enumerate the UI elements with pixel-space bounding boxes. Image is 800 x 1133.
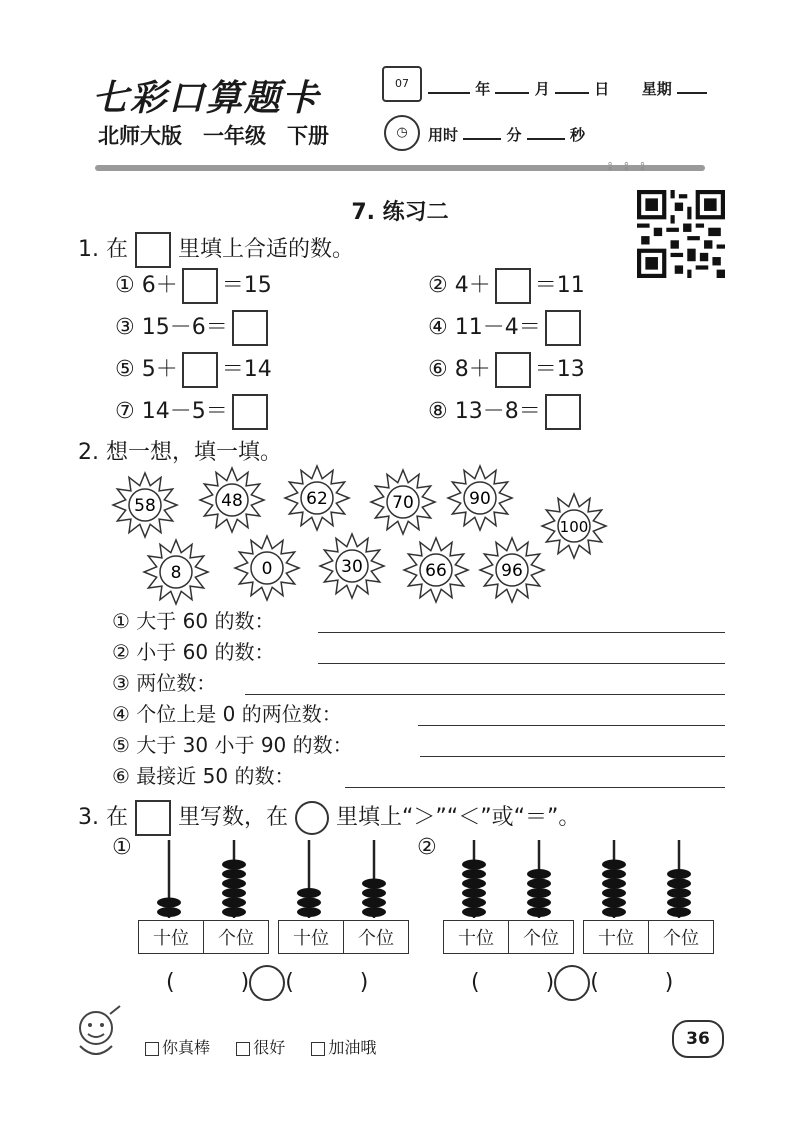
open-paren: ( [285, 970, 294, 995]
ones-label: 个位 [344, 921, 409, 954]
weekday-label: 星期 [641, 80, 672, 98]
answer-box[interactable] [495, 268, 531, 304]
abacus-bead [362, 898, 386, 908]
q2-item: ⑤ 大于 30 小于 90 的数： [112, 733, 353, 757]
close-paren: ) [359, 970, 369, 995]
compare-circle[interactable] [249, 965, 285, 1001]
sun-value: 90 [469, 489, 491, 509]
abacus-bead [157, 907, 181, 917]
sun-value: 66 [425, 561, 447, 581]
sun-numbers [100, 460, 620, 610]
q1-equation: ⑤ 5＋ ＝14 [115, 352, 272, 388]
answer-line[interactable] [318, 662, 725, 664]
tens-label: 十位 [444, 921, 509, 954]
q3-answer-row [166, 965, 368, 1001]
abacus-bead [362, 879, 386, 889]
answer-line[interactable] [420, 755, 725, 757]
abacus-bead [362, 888, 386, 898]
q3-group-label: ② [417, 835, 437, 860]
sun-value: 96 [501, 561, 523, 581]
q1-equation: ③ 15－6＝ [115, 310, 272, 346]
minutes-blank[interactable] [463, 124, 501, 140]
abacus-bead [222, 869, 246, 879]
sun-number [542, 494, 606, 558]
abacus-bead [602, 888, 626, 898]
tens-label: 十位 [279, 921, 344, 954]
place-value-table [278, 920, 409, 954]
binding-marks: ⦂⦂⦂ [608, 158, 657, 174]
brand-title: 七彩口算题卡 [92, 77, 321, 119]
abacus-bead [462, 907, 486, 917]
abacus-bead [667, 888, 691, 898]
abacus-bead [527, 898, 551, 908]
abacus-bead [157, 898, 181, 908]
rating-checkbox-1[interactable] [145, 1042, 159, 1056]
q1-equation: ⑧ 13－8＝ [428, 394, 585, 430]
month-blank[interactable] [495, 78, 529, 94]
q1-equation: ① 6＋ ＝15 [115, 268, 272, 304]
sun-number [448, 466, 512, 530]
sun-value: 30 [341, 557, 363, 577]
close-paren: ) [545, 970, 555, 995]
mascot-illustration [66, 1002, 128, 1064]
abacus-rods [278, 836, 408, 921]
sun-value: 48 [221, 491, 243, 511]
abacus-bead [602, 869, 626, 879]
compare-circle[interactable] [554, 965, 590, 1001]
answer-box[interactable] [545, 394, 581, 430]
q2-item: ② 小于 60 的数： [112, 640, 275, 664]
abacus-rods [443, 836, 573, 921]
place-value-table [138, 920, 269, 954]
abacus-bead [222, 888, 246, 898]
sun-number [480, 538, 544, 602]
abacus-bead [527, 907, 551, 917]
abacus-bead [222, 879, 246, 889]
abacus-rods [138, 836, 268, 921]
place-value-table [583, 920, 714, 954]
sun-number [200, 468, 264, 532]
day-blank[interactable] [555, 78, 589, 94]
close-paren: ) [240, 970, 250, 995]
q3-prompt: 3. 在 里写数，在 里填上“＞”“＜”或“＝”。 [78, 800, 580, 836]
year-blank[interactable] [428, 78, 470, 94]
abacus-bead [667, 869, 691, 879]
ones-label: 个位 [204, 921, 269, 954]
ones-label: 个位 [509, 921, 574, 954]
q1-equation: ⑥ 8＋ ＝13 [428, 352, 585, 388]
abacus-rods [583, 836, 713, 921]
q1-equation: ⑦ 14－5＝ [115, 394, 272, 430]
sun-value: 70 [392, 493, 414, 513]
abacus-bead [462, 879, 486, 889]
sample-circle-q3 [295, 801, 329, 835]
answer-box[interactable] [182, 352, 218, 388]
sun-value: 62 [306, 489, 328, 509]
open-paren: ( [590, 970, 599, 995]
sample-box [135, 232, 171, 268]
abacus-bead [602, 907, 626, 917]
abacus-bead [297, 907, 321, 917]
abacus-bead [462, 898, 486, 908]
q2-item: ④ 个位上是 0 的两位数： [112, 702, 342, 726]
page-title: 7. 练习二 [351, 200, 449, 225]
abacus-bead [222, 860, 246, 870]
sun-value: 0 [261, 559, 273, 579]
q2-item: ⑥ 最接近 50 的数： [112, 764, 295, 788]
abacus-bead [222, 907, 246, 917]
answer-box[interactable] [495, 352, 531, 388]
answer-line[interactable] [318, 631, 725, 633]
answer-line[interactable] [245, 693, 725, 695]
sun-number [113, 473, 177, 537]
sun-number [285, 466, 349, 530]
abacus-bead [667, 879, 691, 889]
abacus-bead [462, 869, 486, 879]
q1-equation: ② 4＋ ＝11 [428, 268, 585, 304]
abacus-bead [602, 898, 626, 908]
abacus-bead [527, 879, 551, 889]
sun-number [235, 536, 299, 600]
abacus-bead [297, 888, 321, 898]
seconds-blank[interactable] [527, 124, 565, 140]
month-label: 月 [534, 80, 550, 98]
abacus-bead [602, 879, 626, 889]
close-paren: ) [664, 970, 674, 995]
open-paren: ( [166, 970, 175, 995]
answer-box[interactable] [232, 394, 268, 430]
sun-number [371, 470, 435, 534]
q2-item: ③ 两位数： [112, 671, 217, 695]
q3-group-label: ① [112, 835, 132, 860]
sun-number [404, 538, 468, 602]
minutes-label: 分 [506, 126, 522, 144]
abacus-bead [667, 907, 691, 917]
sun-number [144, 540, 208, 604]
year-label: 年 [475, 80, 491, 98]
time-label: 用时 [428, 126, 459, 144]
abacus-bead [222, 898, 246, 908]
self-rating: 你真棒 很好 加油哦 [145, 1035, 376, 1058]
seconds-label: 秒 [569, 126, 585, 144]
q2-item: ① 大于 60 的数： [112, 609, 275, 633]
sample-box-q3 [135, 800, 171, 836]
clock-icon: ◷ [384, 115, 420, 151]
sun-value: 8 [170, 563, 182, 583]
abacus-bead [462, 860, 486, 870]
ones-label: 个位 [649, 921, 714, 954]
tens-label: 十位 [139, 921, 204, 954]
abacus-bead [667, 898, 691, 908]
q3-answer-row [471, 965, 673, 1001]
abacus-bead [297, 898, 321, 908]
answer-box[interactable] [232, 310, 268, 346]
edition-label: 北师大版 一年级 下册 [98, 124, 329, 148]
tens-label: 十位 [584, 921, 649, 954]
date-fields [428, 78, 707, 99]
q2-prompt: 2. 想一想，填一填。 [78, 440, 282, 465]
place-value-table [443, 920, 574, 954]
weekday-blank[interactable] [677, 78, 707, 94]
open-paren: ( [471, 970, 480, 995]
abacus-bead [362, 907, 386, 917]
sun-value: 100 [559, 518, 589, 536]
abacus-bead [527, 888, 551, 898]
q1-equation: ④ 11－4＝ [428, 310, 585, 346]
rating-checkbox-2[interactable] [236, 1042, 250, 1056]
sun-value: 58 [134, 496, 156, 516]
abacus-bead [527, 869, 551, 879]
answer-box[interactable] [182, 268, 218, 304]
sun-number [320, 534, 384, 598]
abacus-bead [602, 860, 626, 870]
answer-box[interactable] [545, 310, 581, 346]
time-fields [428, 124, 585, 145]
day-label: 日 [594, 80, 610, 98]
rating-checkbox-3[interactable] [311, 1042, 325, 1056]
answer-line[interactable] [418, 724, 725, 726]
qr-code [637, 190, 725, 278]
abacus-bead [462, 888, 486, 898]
calendar-icon: 07 [382, 66, 422, 102]
page-number: 36 [672, 1020, 724, 1058]
answer-line[interactable] [345, 786, 725, 788]
q1-prompt: 1. 在 里填上合适的数。 [78, 232, 354, 268]
